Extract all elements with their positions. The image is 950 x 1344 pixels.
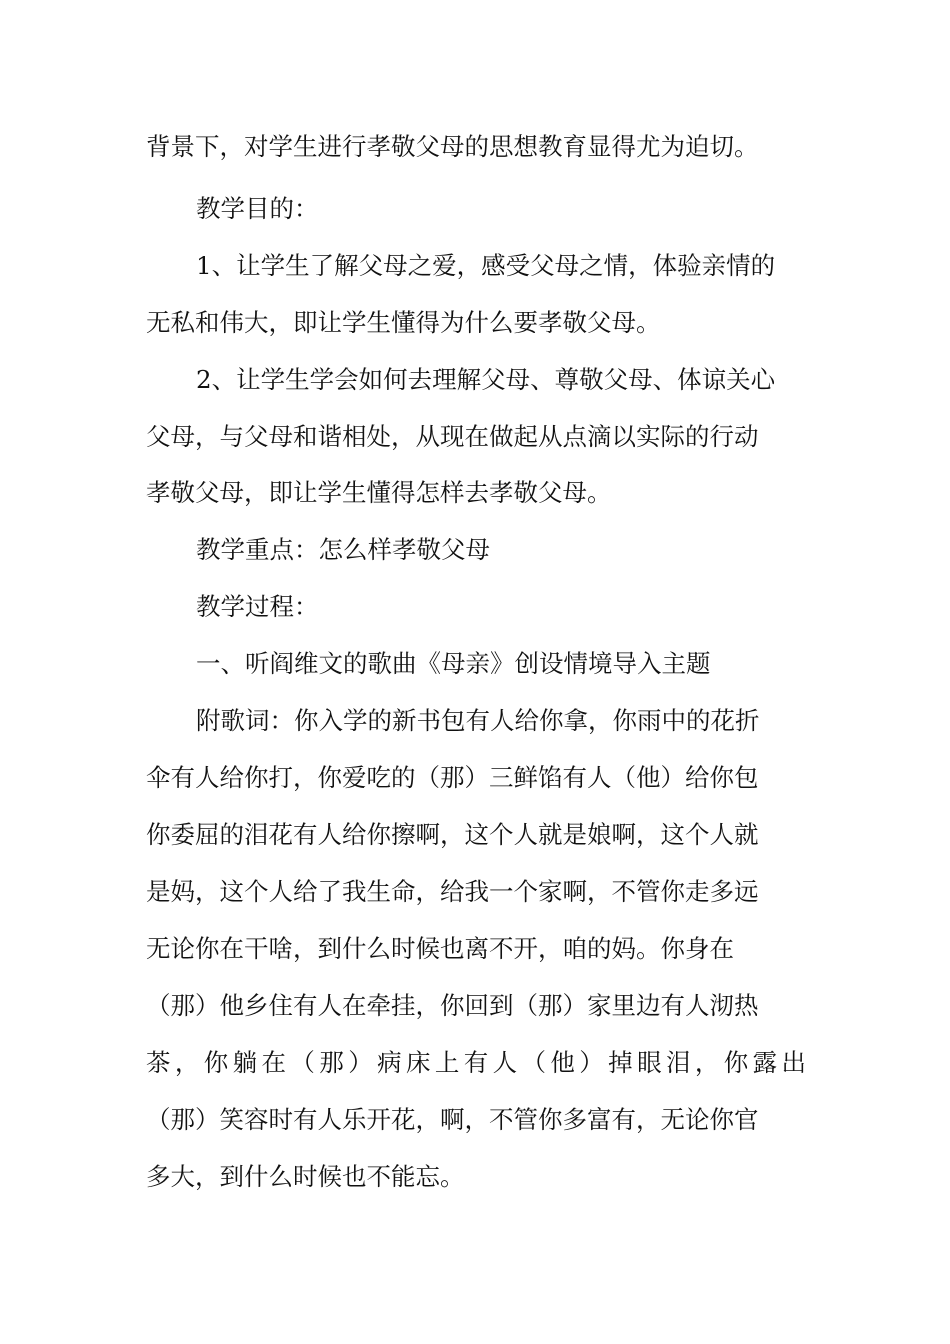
text-line: （那）笑容时有人乐开花，啊，不管你多富有，无论你官 bbox=[146, 1105, 759, 1134]
text-line: 伞有人给你打，你爱吃的（那）三鲜馅有人（他）给你包 bbox=[146, 763, 759, 792]
text-line: 你委屈的泪花有人给你擦啊，这个人就是娘啊，这个人就 bbox=[146, 820, 759, 849]
text-line: 父母，与父母和谐相处，从现在做起从点滴以实际的行动 bbox=[146, 422, 759, 451]
text-line: 1、让学生了解父母之爱，感受父母之情，体验亲情的 bbox=[196, 251, 776, 280]
text-line: 附歌词：你入学的新书包有人给你拿，你雨中的花折 bbox=[196, 706, 760, 735]
text-line: 背景下，对学生进行孝敬父母的思想教育显得尤为迫切。 bbox=[146, 132, 759, 161]
section-heading: 教学重点：怎么样孝敬父母 bbox=[196, 535, 490, 564]
text-line: 无私和伟大，即让学生懂得为什么要孝敬父母。 bbox=[146, 308, 661, 337]
text-line: 孝敬父母，即让学生懂得怎样去孝敬父母。 bbox=[146, 478, 612, 507]
text-line: 是妈，这个人给了我生命，给我一个家啊，不管你走多远 bbox=[146, 877, 759, 906]
section-heading: 教学目的： bbox=[196, 194, 319, 223]
section-heading: 教学过程： bbox=[196, 592, 319, 621]
text-line: 无论你在干啥，到什么时候也离不开，咱的妈。你身在 bbox=[146, 934, 734, 963]
text-line: （那）他乡住有人在牵挂，你回到（那）家里边有人沏热 bbox=[146, 991, 759, 1020]
section-heading: 一、听阎维文的歌曲《母亲》创设情境导入主题 bbox=[196, 649, 711, 678]
text-line: 茶，你躺在（那）病床上有人（他）掉眼泪，你露出 bbox=[146, 1048, 806, 1077]
text-line: 2、让学生学会如何去理解父母、尊敬父母、体谅关心 bbox=[196, 365, 776, 394]
text-line: 多大，到什么时候也不能忘。 bbox=[146, 1162, 465, 1191]
